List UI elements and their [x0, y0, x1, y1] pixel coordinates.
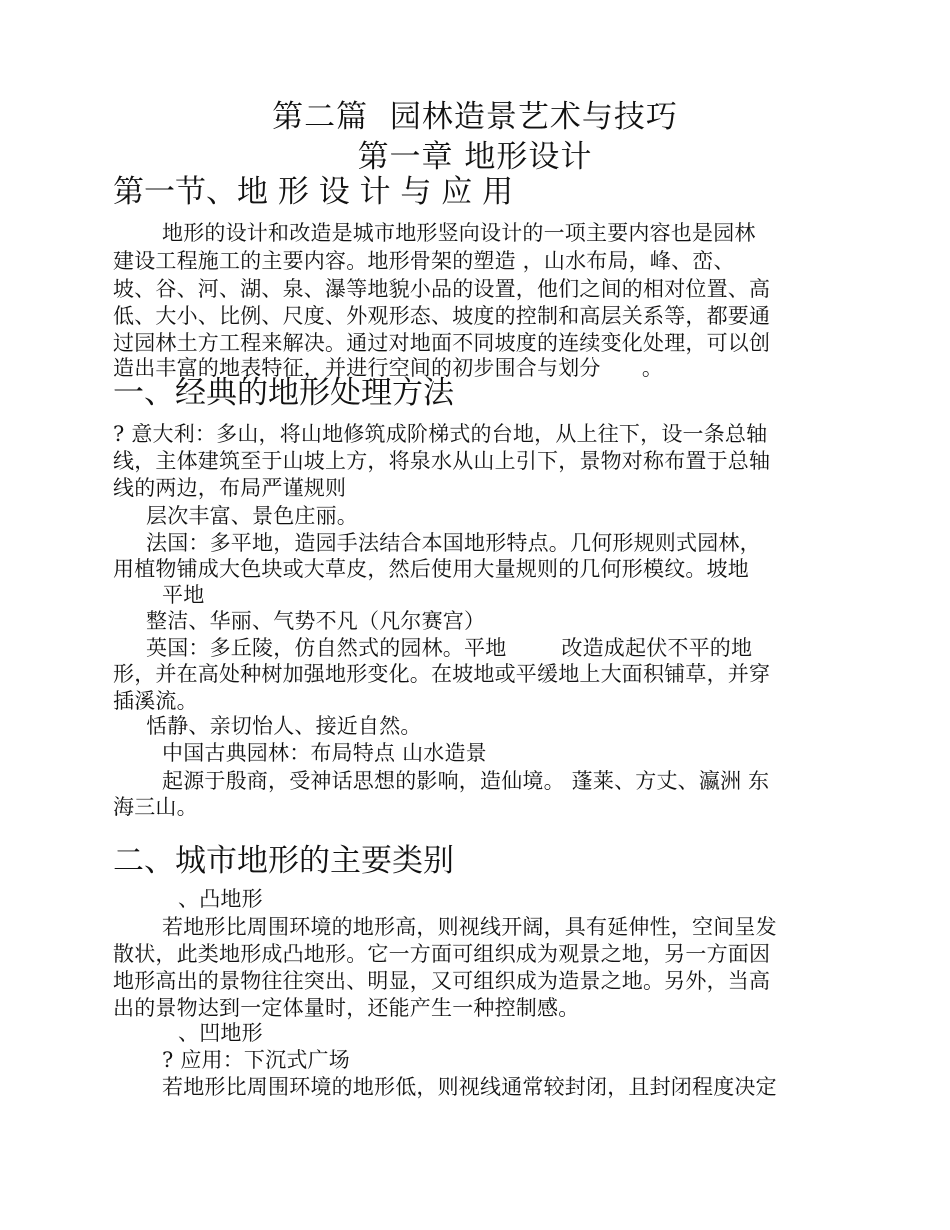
- classic-line: 线，主体建筑至于山坡上方，将泉水从山上引下，景物对称布置于总轴: [113, 449, 771, 473]
- convex-line: 散状，此类地形成凸地形。它一方面可组织成为观景之地，另一方面因: [113, 942, 771, 966]
- classic-line: 英国：多丘陵，仿自然式的园林。平地 改造成起伏不平的地: [146, 636, 753, 660]
- classic-line: 层次丰富、景色庄丽。: [146, 504, 358, 528]
- classic-line: 起源于殷商，受神话思想的影响，造仙境。 蓬莱、方丈、瀛洲 东: [162, 769, 770, 793]
- classic-line: 恬静、亲切怡人、接近自然。: [146, 714, 422, 738]
- intro-line: 低、大小、比例、尺度、外观形态、坡度的控制和高层关系等，都要通: [113, 304, 771, 328]
- concave-application: ? 应用：下沉式广场: [162, 1048, 350, 1072]
- chapter-title: 第一章 地形设计: [357, 139, 593, 175]
- convex-line: 地形高出的景物往往突出、明显，又可组织成为造景之地。另外，当高: [113, 969, 771, 993]
- intro-line: 过园林土方工程来解决。通过对地面不同坡度的连续变化处理，可以创: [113, 331, 771, 355]
- intro-line: 建设工程施工的主要内容。地形骨架的塑造 ，山水布局，峰、峦、: [113, 249, 735, 273]
- intro-line: 坡、谷、河、湖、泉、瀑等地貌小品的设置，他们之间的相对位置、高: [113, 277, 771, 301]
- heading-classic-methods: 一、经典的地形处理方法: [113, 375, 454, 411]
- classic-line: 平地: [162, 583, 205, 607]
- intro-line: 造出丰富的地表特征，并进行空间的初步围合与划分 。: [113, 356, 664, 380]
- convex-line: 出的景物达到一定体量时，还能产生一种控制感。: [113, 996, 580, 1020]
- classic-line: 用植物铺成大色块或大草皮，然后使用大量规则的几何形模纹。坡地: [113, 557, 749, 581]
- classic-line: 中国古典园林：布局特点 山水造景: [162, 741, 487, 765]
- intro-line: 地形的设计和改造是城市地形竖向设计的一项主要内容也是园林: [162, 221, 756, 245]
- section-title: 第一节、地 形 设 计 与 应 用: [113, 174, 514, 210]
- classic-line: ? 意大利：多山，将山地修筑成阶梯式的台地，从上往下，设一条总轴: [113, 422, 768, 446]
- heading-urban-terrain-types: 二、城市地形的主要类别: [113, 843, 454, 879]
- convex-line: 若地形比周围环境的地形高，则视线开阔，具有延伸性，空间呈发: [162, 915, 777, 939]
- classic-line: 形，并在高处种树加强地形变化。在坡地或平缓地上大面积铺草，并穿: [113, 662, 771, 686]
- convex-label: 、凸地形: [178, 887, 263, 911]
- classic-line: 整洁、华丽、气势不凡（凡尔赛宫）: [146, 609, 486, 633]
- classic-line: 插溪流。: [113, 689, 198, 713]
- classic-line: 法国：多平地，造园手法结合本国地形特点。几何形规则式园林，: [146, 531, 761, 555]
- concave-line: 若地形比周围环境的地形低，则视线通常较封闭，且封闭程度决定: [162, 1075, 777, 1099]
- classic-line: 海三山。: [113, 795, 198, 819]
- classic-line: 线的两边，布局严谨规则: [113, 476, 347, 500]
- part-title: 第二篇 园林造景艺术与技巧: [272, 99, 678, 135]
- concave-label: 、凹地形: [178, 1021, 263, 1045]
